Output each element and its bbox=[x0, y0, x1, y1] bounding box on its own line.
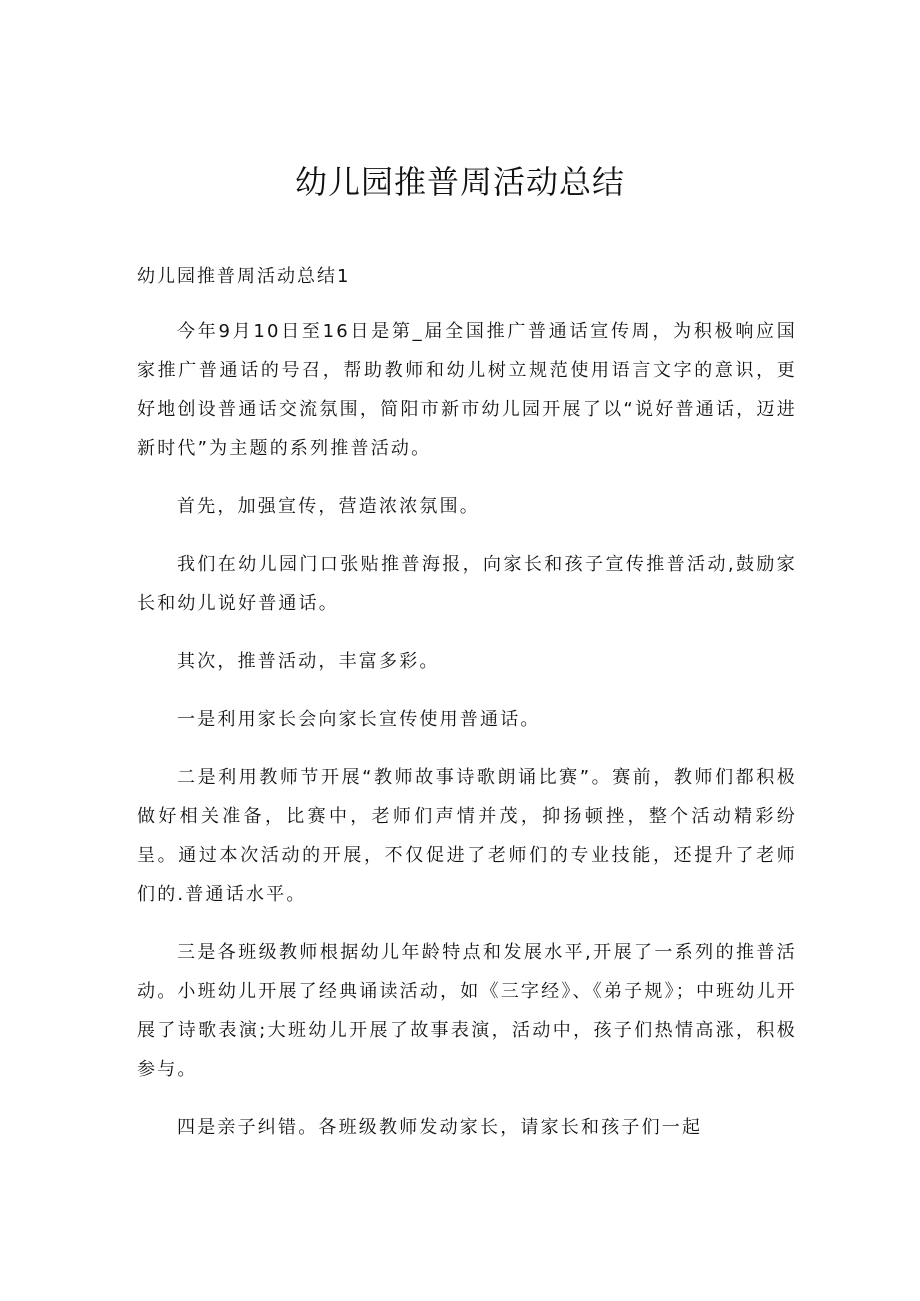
paragraph-parent-meeting: 一是利用家长会向家长宣传使用普通话。 bbox=[177, 709, 541, 730]
paragraph-intro: 今年9月10日至16日是第_届全国推广普通话宣传周，为积极响应国家推广普通话的号召，帮助教师和幼儿树立规范使用语言文字的意识，更好地创设普通话交流氛围，简阳市新市幼儿园开展了以“说好普通话，迈进新时代”为主题的系列推普活动。 bbox=[137, 321, 797, 459]
document-title: 幼儿园推普周活动总结 bbox=[294, 163, 625, 201]
paragraph-teacher-contest: 二是利用教师节开展“教师故事诗歌朗诵比赛”。赛前，教师们都积极做好相关准备，比赛中，老师们声情并茂，抑扬顿挫，整个活动精彩纷呈。通过本次活动的开展，不仅促进了老师们的专业技能，还提升了老师们的.普通话水平。 bbox=[137, 767, 797, 905]
paragraph-class-activities: 三是各班级教师根据幼儿年龄特点和发展水平,开展了一系列的推普活动。小班幼儿开展了经典诵读活动，如《三字经》、《弟子规》；中班幼儿开展了诗歌表演;大班幼儿开展了故事表演，活动中，孩子们热情高涨，积极参与。 bbox=[137, 942, 797, 1080]
paragraph-second-point: 其次，推普活动，丰富多彩。 bbox=[177, 651, 440, 672]
document-body bbox=[137, 312, 797, 1166]
section-heading: 幼儿园推普周活动总结1 bbox=[137, 266, 351, 287]
paragraph-first-point: 首先，加强宣传，营造浓浓氛围。 bbox=[177, 496, 480, 517]
paragraph-posters: 我们在幼儿园门口张贴推普海报，向家长和孩子宣传推普活动,鼓励家长和幼儿说好普通话。 bbox=[137, 554, 797, 614]
paragraph-parent-child: 四是亲子纠错。各班级教师发动家长，请家长和孩子们一起 bbox=[177, 1117, 703, 1138]
